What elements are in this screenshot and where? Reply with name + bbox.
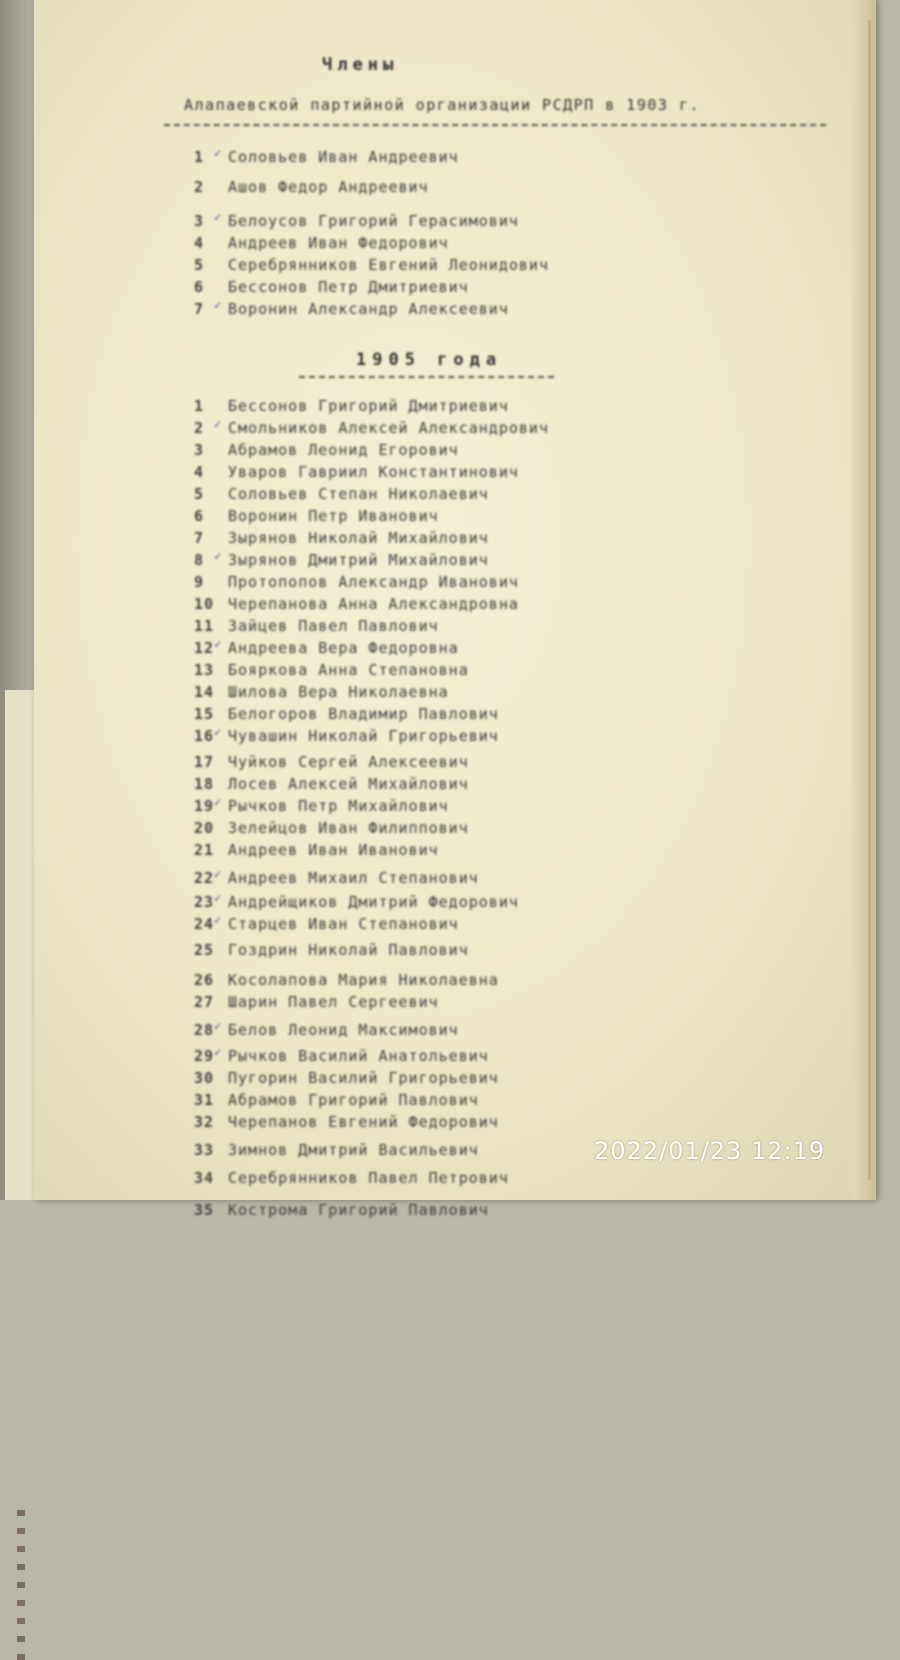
list-item [194, 461, 549, 483]
item-number: 32 [194, 1113, 215, 1131]
member-name: Черепанов Евгений Федорович [228, 1113, 499, 1131]
list-item [194, 839, 549, 861]
item-number: 27 [194, 993, 215, 1011]
member-name: Серебрянников Евгений Леонидович [228, 256, 549, 274]
member-name: Белов Леонид Максимович [228, 1021, 459, 1039]
member-name: Бессонов Петр Дмитриевич [228, 278, 469, 296]
item-number: 34 [194, 1169, 215, 1187]
item-number: 26 [194, 971, 215, 989]
list-item [194, 276, 549, 298]
member-name: Абрамов Григорий Павлович [228, 1091, 479, 1109]
member-name: Андреев Михаил Степанович [228, 869, 479, 887]
member-name: Гоздрин Николай Павлович [228, 941, 469, 959]
check-mark-icon: ✓ [214, 795, 223, 809]
member-name: Старцев Иван Степанович [228, 915, 459, 933]
item-number: 11 [194, 617, 215, 635]
list-item [194, 298, 549, 320]
item-number: 19 [194, 797, 215, 815]
list-item [194, 681, 549, 703]
item-number: 2 [194, 419, 205, 437]
list-item [194, 593, 549, 615]
member-name: Белоусов Григорий Герасимович [228, 212, 519, 230]
list-item [194, 1139, 549, 1161]
member-name: Зимнов Дмитрий Васильевич [228, 1141, 479, 1159]
member-name: Зайцев Павел Павлович [228, 617, 439, 635]
list-item [194, 549, 549, 571]
list-item [194, 210, 549, 232]
member-name: Пугорин Василий Григорьевич [228, 1069, 499, 1087]
item-number: 21 [194, 841, 215, 859]
item-number: 1 [194, 148, 205, 166]
check-mark-icon: ✓ [214, 913, 223, 927]
member-name: Зырянов Николай Михайлович [228, 529, 489, 547]
item-number: 12 [194, 639, 215, 657]
check-mark-icon: ✓ [214, 1045, 223, 1059]
check-mark-icon: ✓ [214, 891, 223, 905]
item-number: 25 [194, 941, 215, 959]
list-item [194, 439, 549, 461]
member-name: Воронин Петр Иванович [228, 507, 439, 525]
member-list-1903 [194, 146, 549, 320]
member-name: Смольников Алексей Александрович [228, 419, 549, 437]
item-number: 6 [194, 278, 205, 296]
item-number: 4 [194, 234, 205, 252]
list-item [194, 725, 549, 747]
member-name: Косолапова Мария Николаевна [228, 971, 499, 989]
list-item [194, 913, 549, 935]
member-name: Шилова Вера Николаевна [228, 683, 449, 701]
item-number: 33 [194, 1141, 215, 1159]
list-item [194, 1089, 549, 1111]
list-item [194, 795, 549, 817]
item-number: 7 [194, 300, 205, 318]
member-name: Лосев Алексей Михайлович [228, 775, 469, 793]
item-number: 6 [194, 507, 205, 525]
document-subtitle: Алапаевской партийной организации РСДРП в 1903 г. [184, 96, 701, 114]
member-list-1905 [194, 395, 549, 1221]
list-item [194, 254, 549, 276]
item-number: 3 [194, 212, 205, 230]
list-item [194, 571, 549, 593]
item-number: 13 [194, 661, 215, 679]
member-name: Зырянов Дмитрий Михайлович [228, 551, 489, 569]
item-number: 22 [194, 869, 215, 887]
list-item [194, 1067, 549, 1089]
member-name: Воронин Александр Алексеевич [228, 300, 509, 318]
item-number: 35 [194, 1201, 215, 1219]
member-name: Бессонов Григорий Дмитриевич [228, 397, 509, 415]
item-number: 3 [194, 441, 205, 459]
member-name: Бояркова Анна Степановна [228, 661, 469, 679]
member-name: Соловьев Степан Николаевич [228, 485, 489, 503]
list-item [194, 867, 549, 889]
check-mark-icon: ✓ [214, 725, 223, 739]
member-name: Зелейцов Иван Филиппович [228, 819, 469, 837]
list-item [194, 659, 549, 681]
list-item [194, 969, 549, 991]
check-mark-icon: ✓ [214, 549, 223, 563]
list-item [194, 1199, 549, 1221]
member-name: Андреев Иван Федорович [228, 234, 449, 252]
list-item [194, 146, 549, 168]
item-number: 16 [194, 727, 215, 745]
item-number: 17 [194, 753, 215, 771]
check-mark-icon: ✓ [214, 1019, 223, 1033]
list-item [194, 817, 549, 839]
year-heading: 1905 года [356, 350, 503, 370]
member-name: Соловьев Иван Андреевич [228, 148, 459, 166]
item-number: 5 [194, 256, 205, 274]
year-divider [299, 376, 554, 378]
list-item [194, 703, 549, 725]
list-item [194, 395, 549, 417]
photo-timestamp: 2022/01/23 12:19 [594, 1137, 826, 1165]
document-sheet [34, 0, 876, 1219]
item-number: 8 [194, 551, 205, 569]
member-name: Рычков Петр Михайлович [228, 797, 449, 815]
list-item [194, 483, 549, 505]
document-title: Члены [322, 55, 399, 75]
item-number: 29 [194, 1047, 215, 1065]
item-number: 15 [194, 705, 215, 723]
list-item [194, 891, 549, 913]
member-name: Черепанова Анна Александровна [228, 595, 519, 613]
item-number: 14 [194, 683, 215, 701]
list-item [194, 527, 549, 549]
item-number: 4 [194, 463, 205, 481]
item-number: 31 [194, 1091, 215, 1109]
list-item [194, 505, 549, 527]
item-number: 1 [194, 397, 205, 415]
member-name: Рычков Василий Анатольевич [228, 1047, 489, 1065]
member-name: Чувашин Николай Григорьевич [228, 727, 499, 745]
binding-marks [17, 1510, 25, 1660]
member-name: Протопопов Александр Иванович [228, 573, 519, 591]
member-name: Андреев Иван Иванович [228, 841, 439, 859]
list-item [194, 417, 549, 439]
list-item [194, 1167, 549, 1189]
check-mark-icon: ✓ [214, 298, 223, 312]
title-divider [164, 124, 826, 126]
member-name: Серебрянников Павел Петрович [228, 1169, 509, 1187]
list-item [194, 939, 549, 961]
list-item [194, 176, 549, 198]
member-name: Абрамов Леонид Егорович [228, 441, 459, 459]
member-name: Уваров Гавриил Константинович [228, 463, 519, 481]
member-name: Ашов Федор Андреевич [228, 178, 429, 196]
member-name: Белогоров Владимир Павлович [228, 705, 499, 723]
item-number: 5 [194, 485, 205, 503]
member-name: Чуйков Сергей Алексеевич [228, 753, 469, 771]
list-item [194, 991, 549, 1013]
member-name: Андреева Вера Федоровна [228, 639, 459, 657]
check-mark-icon: ✓ [214, 146, 223, 160]
item-number: 10 [194, 595, 215, 613]
item-number: 30 [194, 1069, 215, 1087]
check-mark-icon: ✓ [214, 867, 223, 881]
typed-content [34, 0, 876, 1219]
item-number: 18 [194, 775, 215, 793]
list-item [194, 773, 549, 795]
check-mark-icon: ✓ [214, 637, 223, 651]
item-number: 7 [194, 529, 205, 547]
list-item [194, 637, 549, 659]
member-name: Андрейщиков Дмитрий Федорович [228, 893, 519, 911]
list-item [194, 232, 549, 254]
list-item [194, 1019, 549, 1041]
list-item [194, 751, 549, 773]
list-item [194, 615, 549, 637]
item-number: 23 [194, 893, 215, 911]
check-mark-icon: ✓ [214, 417, 223, 431]
item-number: 9 [194, 573, 205, 591]
check-mark-icon: ✓ [214, 210, 223, 224]
member-name: Шарин Павел Сергеевич [228, 993, 439, 1011]
item-number: 2 [194, 178, 205, 196]
list-item [194, 1045, 549, 1067]
item-number: 24 [194, 915, 215, 933]
list-item [194, 1111, 549, 1133]
item-number: 20 [194, 819, 215, 837]
item-number: 28 [194, 1021, 215, 1039]
member-name: Кострома Григорий Павлович [228, 1201, 489, 1219]
